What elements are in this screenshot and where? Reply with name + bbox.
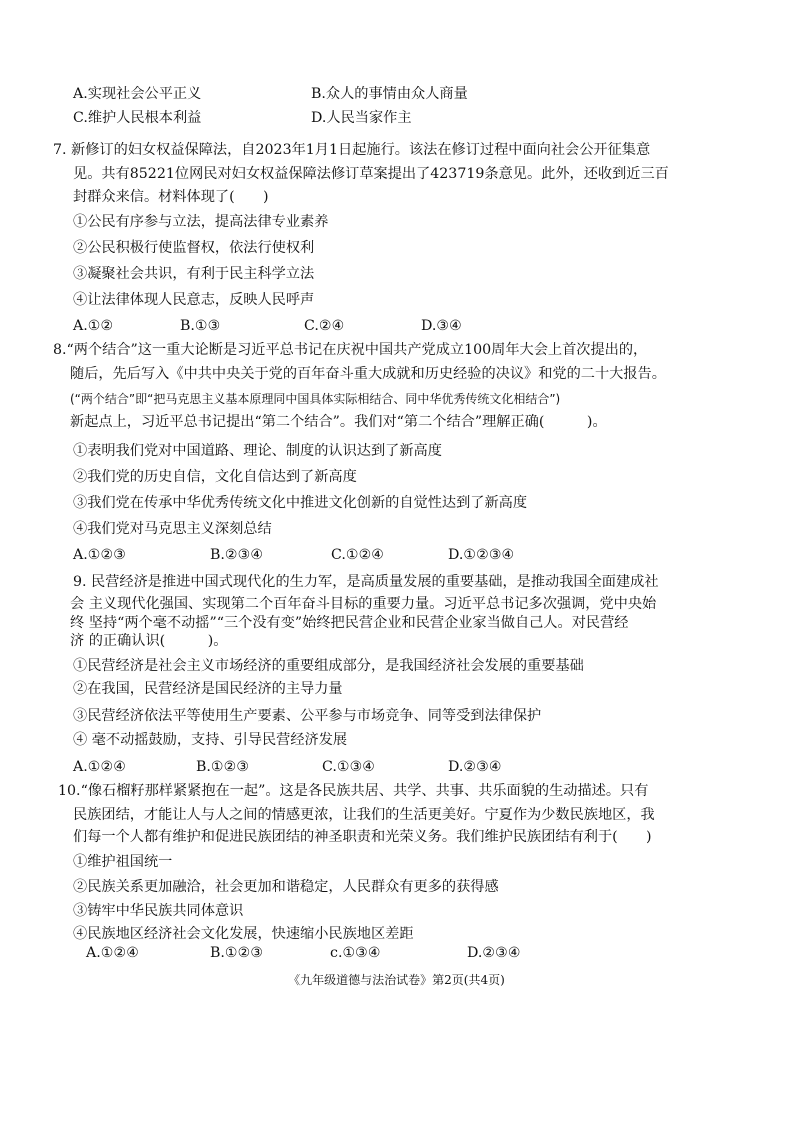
q6-option-d: D.人民当家作主 xyxy=(311,110,412,126)
q9-stem-line: 会 主义现代化强国、实现第二个百年奋斗目标的重要力量。习近平总书记多次强调，党中央始 xyxy=(70,596,657,612)
q8-stem-line: 新起点上，习近平总书记提出“第二个结合”。我们对“第二个结合”理解正确( )。 xyxy=(70,414,607,430)
q7-stem-line: 见。共有85221位网民对妇女权益保障法修订草案提出了423719条意见。此外，还收到近三百 xyxy=(73,166,669,182)
q10-option: A.①②④ xyxy=(86,945,139,961)
q10-option: c.①③④ xyxy=(330,945,381,961)
q7-option: C.②④ xyxy=(304,318,345,334)
q6-option-c: C.维护人民根本利益 xyxy=(73,110,202,126)
q9-item: ②在我国，民营经济是国民经济的主导力量 xyxy=(73,681,343,697)
q9-option: B.①②③ xyxy=(196,759,250,775)
q10-item: ②民族关系更加融洽，社会更加和谐稳定，人民群众有更多的获得感 xyxy=(73,879,499,895)
q8-item: ②我们党的历史自信，文化自信达到了新高度 xyxy=(73,469,357,485)
q10-item: ④民族地区经济社会文化发展，快速缩小民族地区差距 xyxy=(73,926,414,942)
q9-option: C.①③④ xyxy=(322,759,376,775)
q8-stem-line: 随后，先后写入《中共中央关于党的百年奋斗重大成就和历史经验的决议》和党的二十大报告。 xyxy=(70,366,666,382)
q9-item: ④ 毫不动摇鼓励，支持、引导民营经济发展 xyxy=(73,732,348,748)
q7-stem-line: 7. 新修订的妇女权益保障法，自2023年1月1日起施行。该法在修订过程中面向社会公开征集意 xyxy=(53,142,651,158)
q7-stem-line: 封群众来信。材料体现了( ) xyxy=(73,189,269,205)
q8-option: C.①②④ xyxy=(331,547,385,563)
q7-item: ③凝聚社会共识，有利于民主科学立法 xyxy=(73,266,315,282)
q9-option: A.①②④ xyxy=(73,759,126,775)
q7-option: B.①③ xyxy=(180,318,221,334)
q6-option-b: B.众人的事情由众人商量 xyxy=(311,86,468,102)
q10-stem-line: 们每一个人都有维护和促进民族团结的神圣职责和光荣义务。我们维护民族团结有利于( ) xyxy=(73,829,652,845)
q10-option: B.①②③ xyxy=(210,945,264,961)
q8-item: ④我们党对马克思主义深刻总结 xyxy=(73,521,272,537)
q7-item: ①公民有序参与立法，提高法律专业素养 xyxy=(73,214,329,230)
q7-option: A.①② xyxy=(73,318,114,334)
q9-item: ③民营经济依法平等使用生产要素、公平参与市场竞争、同等受到法律保护 xyxy=(73,708,542,724)
q8-note: (“两个结合”即“把马克思主义基本原理同中国具体实际相结合、同中华优秀传统文化相结合”) xyxy=(70,392,561,406)
q8-item: ③我们党在传承中华优秀传统文化中推进文化创新的自觉性达到了新高度 xyxy=(73,495,528,511)
q10-stem-line: 10.“像石榴籽那样紧紧抱在一起”。这是各民族共居、共学、共事、共乐面貌的生动描述。只有 xyxy=(58,783,649,799)
q6-option-a: A.实现社会公平正义 xyxy=(73,86,202,102)
q7-item: ④让法律体现人民意志，反映人民呼声 xyxy=(73,292,315,308)
q10-stem-line: 民族团结，才能让人与人之间的情感更浓，让我们的生活更美好。宁夏作为少数民族地区，我 xyxy=(73,807,655,823)
q10-item: ③铸牢中华民族共同体意识 xyxy=(73,903,244,919)
q9-item: ①民营经济是社会主义市场经济的重要组成部分，是我国经济社会发展的重要基础 xyxy=(73,658,584,674)
q9-stem-line: 济 的正确认识( )。 xyxy=(70,633,228,649)
q8-stem-line: 8.“两个结合”这一重大论断是习近平总书记在庆祝中国共产党成立100周年大会上首次提出的， xyxy=(53,342,648,358)
q9-stem-line: 终 坚持“两个毫不动摇”“三个没有变”始终把民营企业和民营企业家当做自己人。对民营经 xyxy=(70,615,629,631)
q9-option: D.②③④ xyxy=(448,759,502,775)
q10-item: ①维护祖国统一 xyxy=(73,854,173,870)
q8-option: D.①②③④ xyxy=(448,547,515,563)
q8-option: B.②③④ xyxy=(210,547,264,563)
q8-option: A.①②③ xyxy=(73,547,126,563)
q8-item: ①表明我们党对中国道路、理论、制度的认识达到了新高度 xyxy=(73,443,442,459)
q10-option: D.②③④ xyxy=(467,945,521,961)
page-footer: 《九年级道德与法治试卷》第2页(共4页) xyxy=(288,973,505,987)
q7-option: D.③④ xyxy=(421,318,462,334)
q7-item: ②公民积极行使监督权，依法行使权利 xyxy=(73,240,315,256)
q9-stem-line: 9. 民营经济是推进中国式现代化的生力军，是高质量发展的重要基础，是推动我国全面建成社 xyxy=(73,574,659,590)
